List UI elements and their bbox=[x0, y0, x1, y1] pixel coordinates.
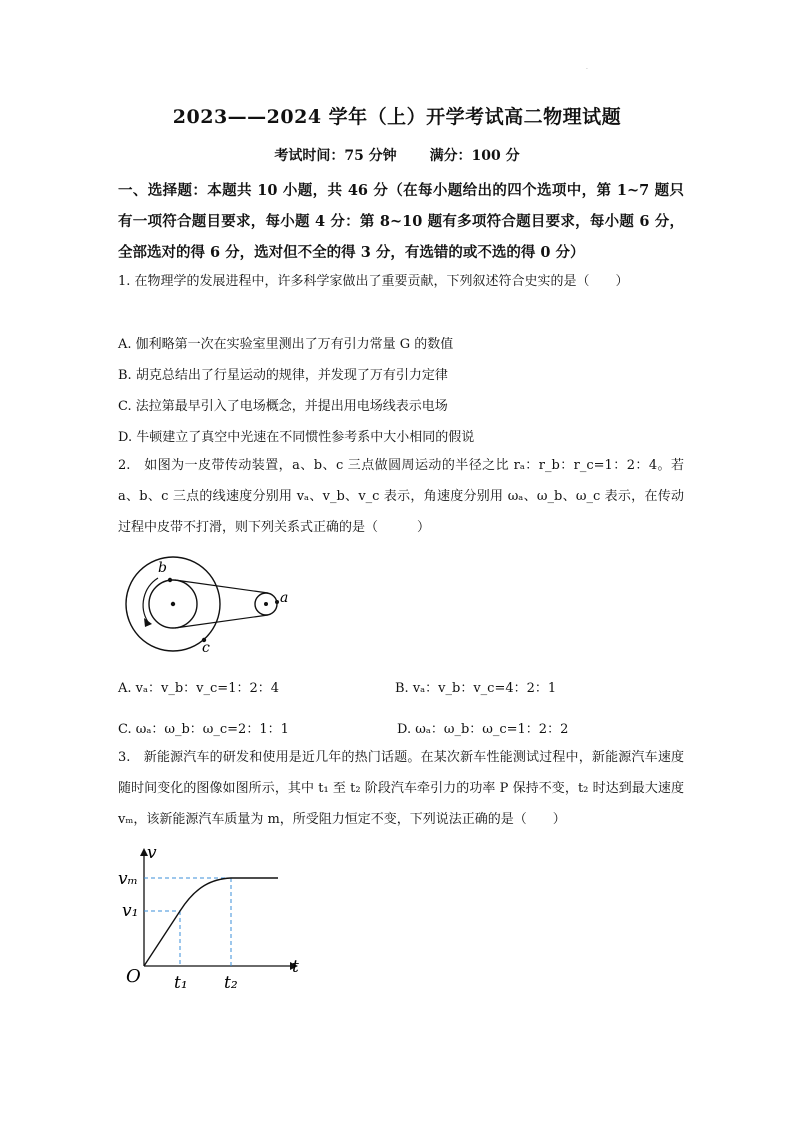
point-b bbox=[168, 578, 172, 582]
tick-t2: t₂ bbox=[224, 973, 238, 992]
q2-option-d: D. ωₐ：ω_b：ω_c=1：2：2 bbox=[397, 722, 569, 737]
belt-pulley-figure bbox=[118, 556, 308, 656]
small-center-dot bbox=[264, 602, 268, 606]
q2-stem: 2. 如图为一皮带传动装置，a、b、c 三点做圆周运动的半径之比 rₐ：r_b：r_c=1：2：4。若 a、b、c 三点的线速度分别用 vₐ、v_b、v_c 表示，角速度分别用 ωₐ、ω_b、ω_c 表示，在传动过程中皮带不打滑，则下列关系式正确的是（ ） bbox=[118, 458, 684, 535]
tick-vm: vₘ bbox=[118, 869, 139, 889]
q1-option-b: B. 胡克总结出了行星运动的规律，并发现了万有引力定律 bbox=[118, 368, 448, 383]
arrow-head-icon bbox=[144, 618, 152, 627]
tick-v1: v₁ bbox=[122, 901, 139, 921]
velocity-time-graph bbox=[114, 842, 314, 992]
q2-option-a: A. vₐ：v_b：v_c=1：2：4 bbox=[118, 681, 280, 696]
rotation-arrow bbox=[143, 578, 158, 622]
q1-stem: 1. 在物理学的发展进程中，许多科学家做出了重要贡献，下列叙述符合史实的是（ ） bbox=[118, 274, 629, 289]
exam-title: 2023——2024 学年（上）开学考试高二物理试题 bbox=[172, 106, 622, 128]
axis-label-v: v bbox=[147, 843, 157, 863]
label-c: c bbox=[202, 640, 210, 656]
section-instructions: 一、选择题：本题共 10 小题，共 46 分（在每小题给出的四个选项中，第 1~7 题只有一项符合题目要求，每小题 4 分：第 8~10 题有多项符合题目要求，每小题 6 分，全部选对的得 6 分，选对但不全的得 3 分，有选错的或不选的得 0 分） bbox=[118, 182, 684, 261]
exam-subtitle bbox=[0, 145, 794, 165]
origin-label: O bbox=[126, 966, 141, 987]
q1-option-d: D. 牛顿建立了真空中光速在不同惯性参考系中大小相同的假说 bbox=[118, 430, 475, 445]
q2-option-c: C. ωₐ：ω_b：ω_c=2：1：1 bbox=[118, 722, 289, 737]
inner-center-dot bbox=[171, 602, 175, 606]
exam-time: 考试时间：75 分钟 bbox=[274, 148, 397, 164]
label-b: b bbox=[158, 560, 167, 576]
tick-t1: t₁ bbox=[174, 973, 188, 992]
point-a bbox=[275, 600, 279, 604]
velocity-curve bbox=[144, 878, 278, 966]
corner-mark: · bbox=[586, 66, 588, 73]
q2-option-b: B. vₐ：v_b：v_c=4：2：1 bbox=[395, 681, 557, 696]
full-score: 满分：100 分 bbox=[429, 148, 520, 164]
label-a: a bbox=[280, 590, 289, 606]
q1-option-c: C. 法拉第最早引入了电场概念，并提出用电场线表示电场 bbox=[118, 399, 448, 414]
axis-label-t: t bbox=[292, 957, 299, 977]
q3-stem: 3. 新能源汽车的研发和使用是近几年的热门话题。在某次新车性能测试过程中，新能源汽车速度随时间变化的图像如图所示，其中 t₁ 至 t₂ 阶段汽车牵引力的功率 P 保持不变，t₂ 时达到最大速度 vₘ，该新能源汽车质量为 m，所受阻力恒定不变，下列说法正确的是（ ） bbox=[118, 750, 684, 827]
q1-option-a: A. 伽利略第一次在实验室里测出了万有引力常量 G 的数值 bbox=[118, 337, 454, 352]
